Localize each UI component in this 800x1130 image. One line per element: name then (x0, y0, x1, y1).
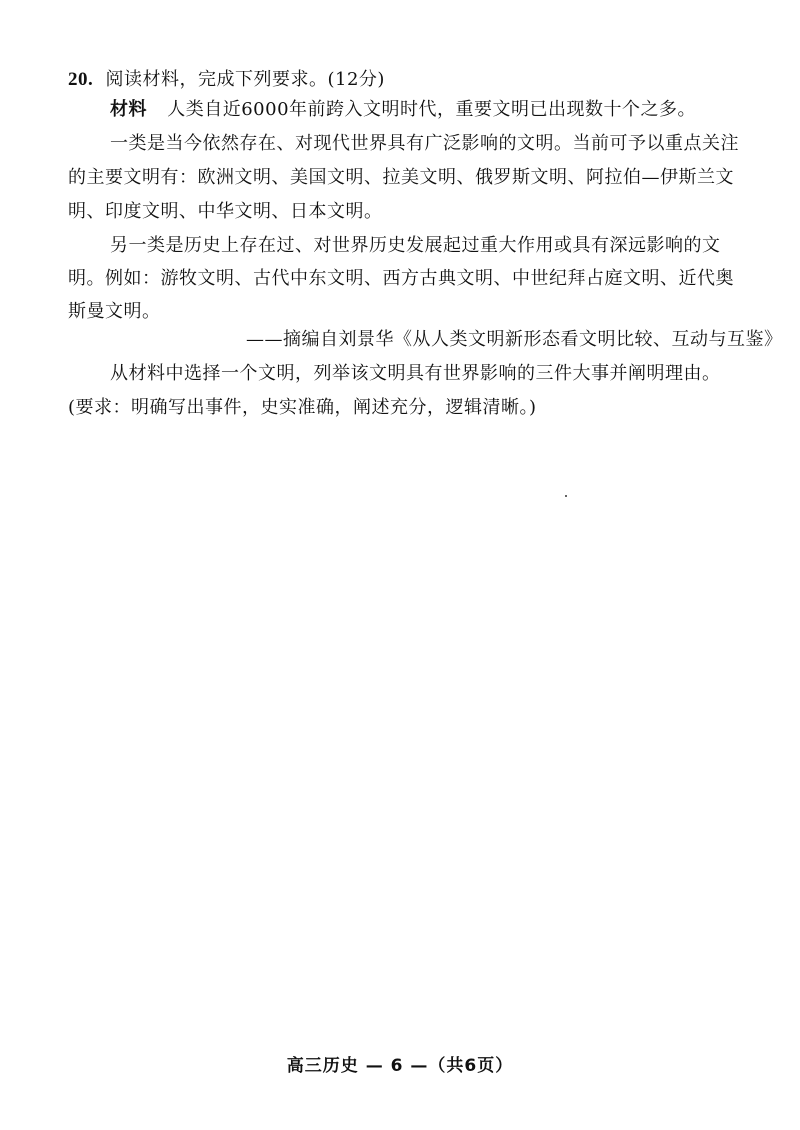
question-prompt: 阅读材料，完成下列要求。(12分) (105, 69, 385, 90)
para1-line-2: 的主要文明有：欧洲文明、美国文明、拉美文明、俄罗斯文明、阿拉伯—伊斯兰文 (68, 167, 734, 188)
material-intro: 人类自近6000年前跨入文明时代，重要文明已出现数十个之多。 (167, 99, 697, 120)
question-number: 20. (68, 69, 94, 90)
task-line-1: 从材料中选择一个文明，列举该文明具有世界影响的三件大事并阐明理由。 (110, 363, 721, 384)
para2-line-1: 另一类是历史上存在过、对世界历史发展起过重大作用或具有深远影响的文 (110, 235, 721, 256)
para2-line-2: 明。例如：游牧文明、古代中东文明、西方古典文明、中世纪拜占庭文明、近代奥 (68, 268, 734, 289)
material-label: 材料 (110, 99, 147, 120)
question-header (68, 68, 385, 92)
task-line-2: (要求：明确写出事件，史实准确，阐述充分，逻辑清晰。) (68, 397, 537, 418)
stray-mark (565, 495, 567, 497)
source-citation: ——摘编自刘景华《从人类文明新形态看文明比较、互动与互鉴》 (246, 329, 783, 350)
material-intro-line (110, 98, 696, 122)
para1-line-3: 明、印度文明、中华文明、日本文明。 (68, 201, 383, 222)
para2-line-3: 斯曼文明。 (68, 301, 161, 322)
para1-line-1: 一类是当今依然存在、对现代世界具有广泛影响的文明。当前可予以重点关注 (110, 133, 739, 154)
page-footer: 高三历史 — 6 —（共6页） (286, 1056, 514, 1076)
